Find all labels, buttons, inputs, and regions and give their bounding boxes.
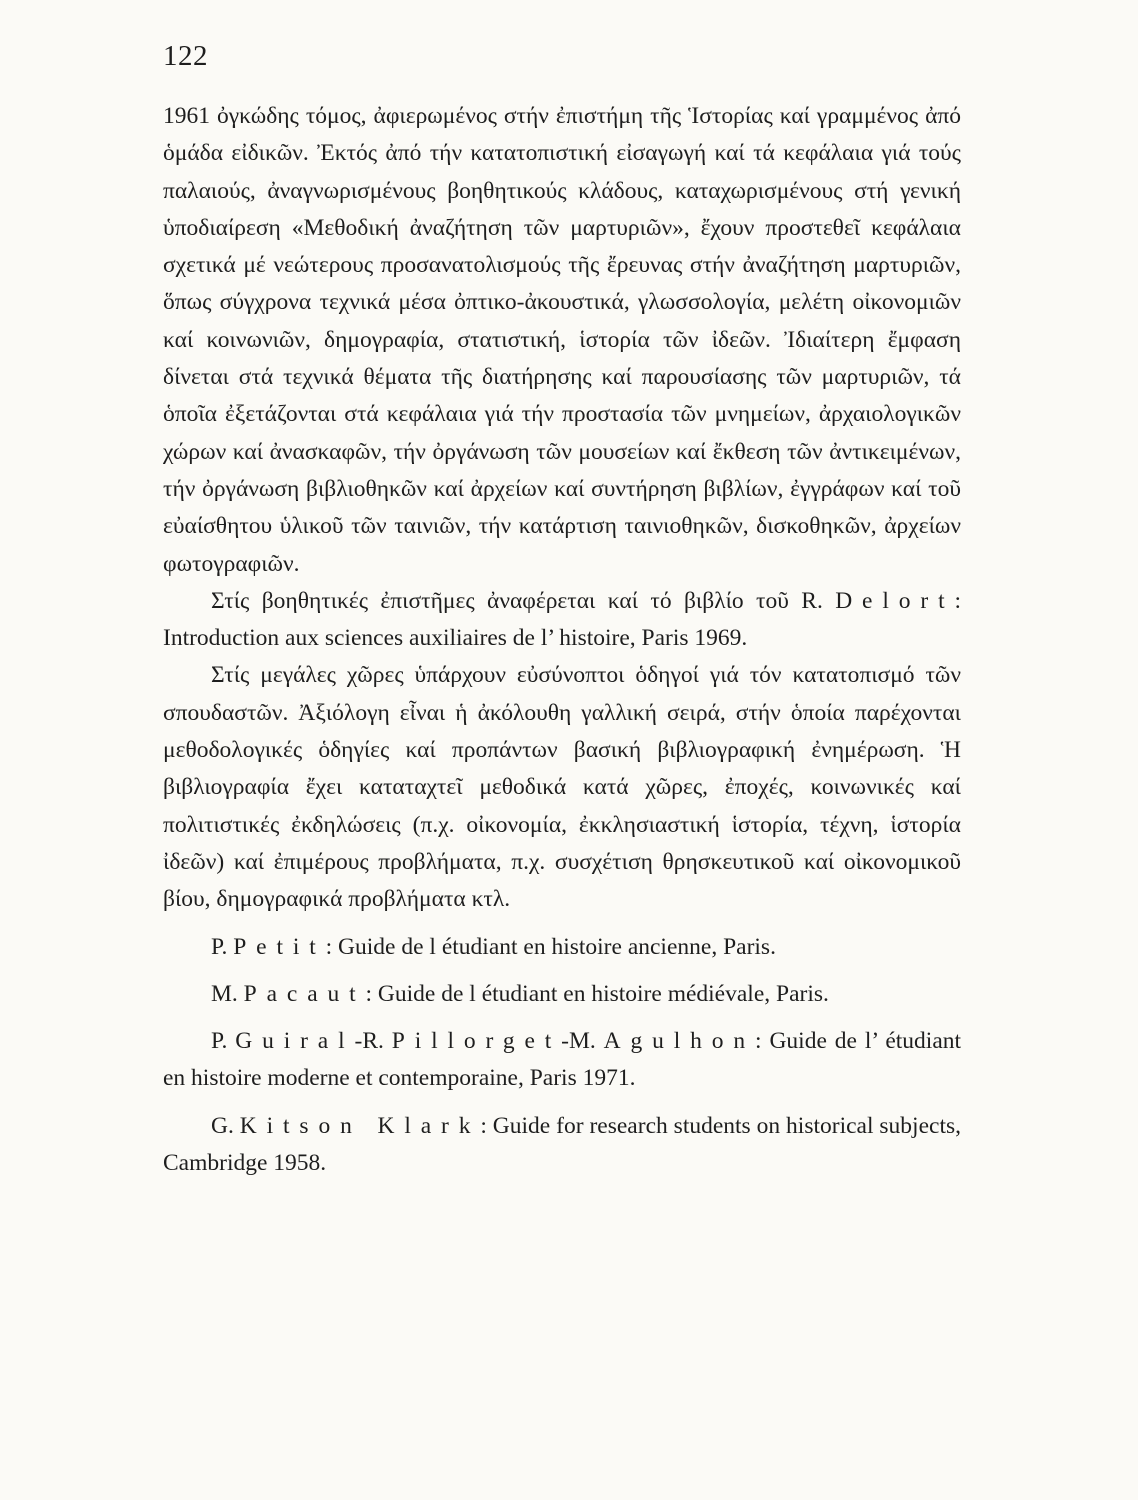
reference-pacaut [163,976,961,1013]
author-initial: G. [211,1112,234,1139]
author-name: Agulhon [603,1028,756,1055]
author-name: Kitson Klark [239,1112,481,1139]
paragraph-continuation: 1961 ὀγκώδης τόμος, ἀφιερωμένος στήν ἐπιστήμη τῆς Ἱστορίας καί γραμμένος ἀπό ὁμάδα εἰδικῶν. Ἐκτός ἀπό τήν κατατοπιστική εἰσαγωγή καί τά κεφάλαια γιά τούς παλαιούς, ἀναγνωρισμένους βοηθητικούς κλάδους, καταχωρισμένους στή γενική ὑποδιαίρεση «Μεθοδική ἀναζήτηση τῶν μαρτυριῶν», ἔχουν προστεθεῖ κεφάλαια σχετικά μέ νεώτερους προσανατολισμούς τῆς ἔρευνας στήν ἀναζήτηση μαρτυριῶν, ὅπως σύγχρονα τεχνικά μέσα ὀπτικο-ἀκουστικά, γλωσσολογία, μελέτη οἰκονομιῶν καί κοινωνιῶν, δημογραφία, στατιστική, ἱστορία τῶν ἰδεῶν. Ἰδιαίτερη ἔμφαση δίνεται στά τεχνικά θέματα τῆς διατήρησης καί παρουσίασης τῶν μαρτυριῶν, τά ὁποῖα ἐξετάζονται στά κεφάλαια γιά τήν προστασία τῶν μνημείων, ἀρχαιολογικῶν χώρων καί ἀνασκαφῶν, τήν ὀργάνωση τῶν μουσείων καί ἔκθεση τῶν ἀντικειμένων, τήν ὀργάνωση βιβλιοθηκῶν καί ἀρχείων καί συντήρηση βιβλίων, ἐγγράφων καί τοῦ εὐαίσθητου ὑλικοῦ τῶν ταινιῶν, τήν κατάρτιση ταινιοθηκῶν, δισκοθηκῶν, ἀρχείων φωτογραφιῶν. [163,103,961,577]
author-name: Pacaut [243,980,366,1007]
reference-petit [163,929,961,966]
author-name: Guiral [235,1028,355,1055]
page-body [163,98,961,1182]
paragraph-student-guides: Στίς μεγάλες χῶρες ὑπάρχουν εὐσύνοπτοι ὁδηγοί γιά τόν κατατοπισμό τῶν σπουδαστῶν. Ἀξιόλογη εἶναι ἡ ἀκόλουθη γαλλική σειρά, στήν ὁποία παρέχονται μεθοδολογικές ὁδηγίες καί προπάντων βασική βιβλιογραφική ἐνημέρωση. Ἡ βιβλιογραφία ἔχει καταταχτεῖ μεθοδικά κατά χῶρες, ἐποχές, κοινωνικές καί πολιτιστικές ἐκδηλώσεις (π.χ. οἰκονομία, ἐκκλησιαστική ἱστορία, τέχνη, ἱστορία ἰδεῶν) καί ἐπιμέρους προβλήματα, π.χ. συσχέτιση θρησκευτικοῦ καί οἰκονομικοῦ βίου, δημογραφικά προβλήματα κτλ. [163,662,961,913]
author-initial: -R. [354,1028,384,1055]
paragraph-text: Στίς βοηθητικές ἐπιστῆμες ἀναφέρεται καί τό βιβλίο τοῦ R. [211,587,823,614]
author-initial: M. [211,980,238,1007]
page-number: 122 [163,40,208,72]
paragraph-auxiliary-sciences [163,583,961,658]
book-title: : Introduction aux sciences auxiliaires de l’ histoire, Paris 1969. [163,587,962,652]
reference-kitson [163,1108,961,1183]
author-name: Petit [233,933,326,960]
book-title: : Guide de l étudiant en histoire médiévale, Paris. [365,980,829,1007]
book-title: : Guide de l’ étudiant en histoire moderne et contemporaine, Paris 1971. [163,1028,962,1092]
author-initial: P. [211,1028,228,1055]
book-title: : Guide de l étudiant en histoire ancienne, Paris. [325,933,776,960]
author-initial: -M. [561,1028,596,1055]
author-initial: P. [211,933,228,960]
author-name: Delort [835,587,955,614]
book-title: : Guide for research students on historical subjects, Cambridge 1958. [163,1112,961,1177]
reference-guiral [163,1023,961,1098]
author-name: Pillorget [391,1028,562,1055]
